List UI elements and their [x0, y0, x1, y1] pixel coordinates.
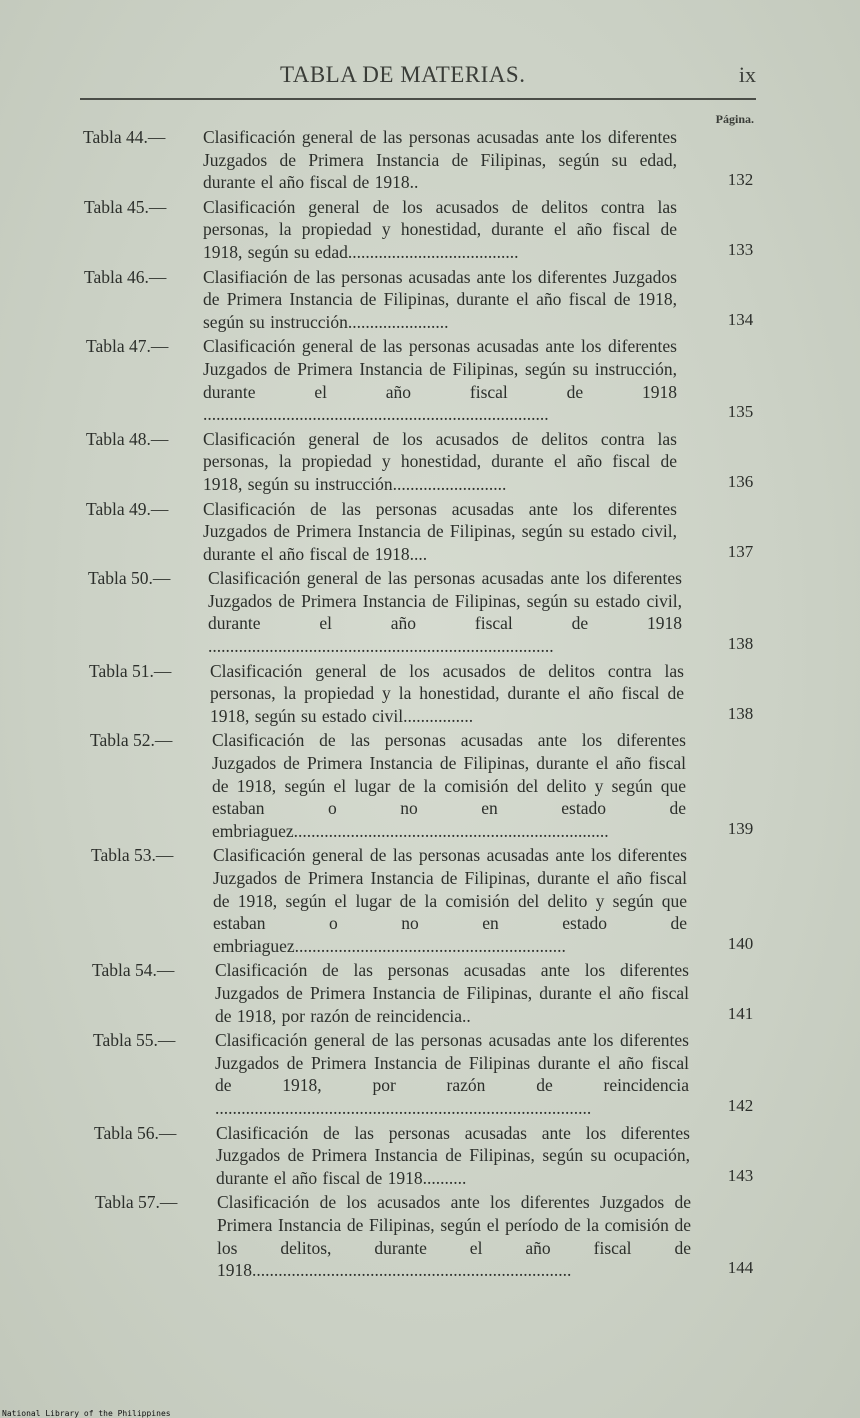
toc-entry[interactable]: [0, 959, 860, 1027]
footer-credit: National Library of the Philippines: [2, 1409, 171, 1418]
toc-entry-label: Tabla 44.—: [83, 127, 166, 147]
toc-entry-page: 139: [727, 818, 754, 838]
toc-entry-page: 144: [727, 1258, 754, 1278]
toc-entry[interactable]: [0, 196, 860, 264]
toc-entry-page: 137: [727, 541, 754, 561]
toc-entry-page: 141: [727, 1003, 754, 1023]
page-number: ix: [738, 62, 756, 87]
header-rule: [80, 98, 756, 100]
toc-entry[interactable]: [0, 126, 860, 194]
toc-entry-label: Tabla 52.—: [90, 730, 173, 751]
toc-entry-label: Tabla 54.—: [92, 960, 175, 981]
toc-entry-label: Tabla 57.—: [95, 1192, 178, 1213]
toc-entry-text: Clasificación general de los acusados de delitos contra las personas, la propiedad y honestidad, durante el año fiscal de 1918, según su instrucción..........................: [203, 428, 677, 494]
toc-entry[interactable]: [0, 1191, 860, 1281]
toc-entry-label: Tabla 55.—: [93, 1030, 176, 1051]
toc-entry-text: Clasificación general de las personas acusadas ante los diferentes Juzgados de Primera Instancia de Filipinas durante el año fiscal de 1918, por razón de reincidencia ......................................................................................: [215, 1030, 689, 1118]
toc-entry-text: Clasificación general de las personas acusadas ante los diferentes Juzgados de Primera Instancia de Filipinas, durante el año fiscal de 1918, según el lugar de la comisión del delito y según que estaban o no en estado de embriaguez..............................................................: [213, 845, 687, 956]
toc-entry-text: Clasificación general de las personas acusadas ante los diferentes Juzgados de Primera Instancia de Filipinas, según su estado civil, durante el año fiscal de 1918 ...............................................................................: [208, 568, 682, 657]
toc-entry-label: Tabla 47.—: [86, 336, 169, 357]
toc-entry-page: 138: [727, 634, 754, 654]
toc-entry-text: Clasificación de las personas acusadas ante los diferentes Juzgados de Primera Instancia de Filipinas, durante el año fiscal de 1918, según el lugar de la comisión del delito y según que estaban o no en estado de embriaguez........................................................................: [212, 730, 686, 841]
toc-entry-text: Clasificación general de los acusados de delitos contra las personas, la propiedad y honestidad, durante el año fiscal de 1918, según su edad.......................................: [203, 196, 677, 262]
toc-entry[interactable]: [0, 266, 860, 334]
toc-entry-text: Clasificación general de los acusados de delitos contra las personas, la propiedad y la honestidad, durante el año fiscal de 1918, según su estado civil................: [210, 660, 684, 726]
toc-entry-page: 143: [727, 1165, 754, 1185]
toc-entry-label: Tabla 45.—: [84, 196, 167, 217]
toc-entry-page: 132: [727, 170, 754, 190]
toc-entry-text: Clasificación de las personas acusadas ante los diferentes Juzgados de Primera Instancia de Filipinas, según su ocupación, durante el año fiscal de 1918..........: [216, 1122, 690, 1188]
toc-entry-text: Clasificación de las personas acusadas ante los diferentes Juzgados de Primera Instancia de Filipinas, durante el año fiscal de 1918, por razón de reincidencia..: [215, 960, 689, 1026]
toc-entry[interactable]: [0, 498, 860, 566]
toc-entry[interactable]: [0, 567, 860, 657]
page-title: TABLA DE MATERIAS.: [280, 62, 526, 87]
toc-entry-page: 136: [727, 471, 754, 491]
toc-entry[interactable]: [0, 660, 860, 728]
toc-entry[interactable]: [0, 844, 860, 957]
toc-entry-text: Clasificación general de las personas acusadas ante los diferentes Juzgados de Primera Instancia de Filipinas, según su instrucción, durante el año fiscal de 1918 ...............................................................................: [203, 336, 677, 425]
toc-entry[interactable]: [0, 428, 860, 496]
toc-entry-label: Tabla 48.—: [86, 428, 169, 449]
table-of-contents: [0, 126, 860, 1282]
toc-entry-page: 138: [727, 703, 754, 723]
toc-entry-page: 142: [727, 1095, 754, 1115]
toc-entry-page: 134: [727, 309, 754, 329]
toc-entry-page: 135: [727, 402, 754, 422]
page-header: [80, 60, 756, 94]
toc-entry[interactable]: [0, 1122, 860, 1190]
toc-entry-label: Tabla 49.—: [86, 498, 169, 519]
toc-entry-label: Tabla 46.—: [84, 266, 167, 287]
toc-entry[interactable]: [0, 729, 860, 842]
toc-entry-page: 133: [727, 239, 754, 259]
toc-entry-label: Tabla 53.—: [91, 845, 174, 866]
toc-entry-text: Clasificación general de las personas acusadas ante los diferentes Juzgados de Primera Instancia de Filipinas, según su edad, durante el año fiscal de 1918..: [203, 127, 677, 193]
toc-entry-text: Clasificación de los acusados ante los diferentes Juzgados de Primera Instancia de Filipinas, según el período de la comisión de los delitos, durante el año fiscal de 1918.........................................................................: [217, 1192, 691, 1281]
toc-entry-label: Tabla 50.—: [88, 568, 171, 589]
toc-entry-text: Clasifiación de las personas acusadas ante los diferentes Juzgados de Primera Instancia de Filipinas, durante el año fiscal de 1918, según su instrucción.......................: [203, 266, 677, 332]
toc-entry[interactable]: [0, 1029, 860, 1119]
toc-entry[interactable]: [0, 335, 860, 425]
page-column-header: Página.: [715, 112, 754, 126]
toc-entry-label: Tabla 56.—: [94, 1122, 177, 1143]
toc-entry-text: Clasificación de las personas acusadas ante los diferentes Juzgados de Primera Instancia de Filipinas, según su estado civil, durante el año fiscal de 1918....: [203, 498, 677, 564]
toc-entry-label: Tabla 51.—: [89, 660, 172, 681]
toc-entry-page: 140: [727, 933, 754, 953]
